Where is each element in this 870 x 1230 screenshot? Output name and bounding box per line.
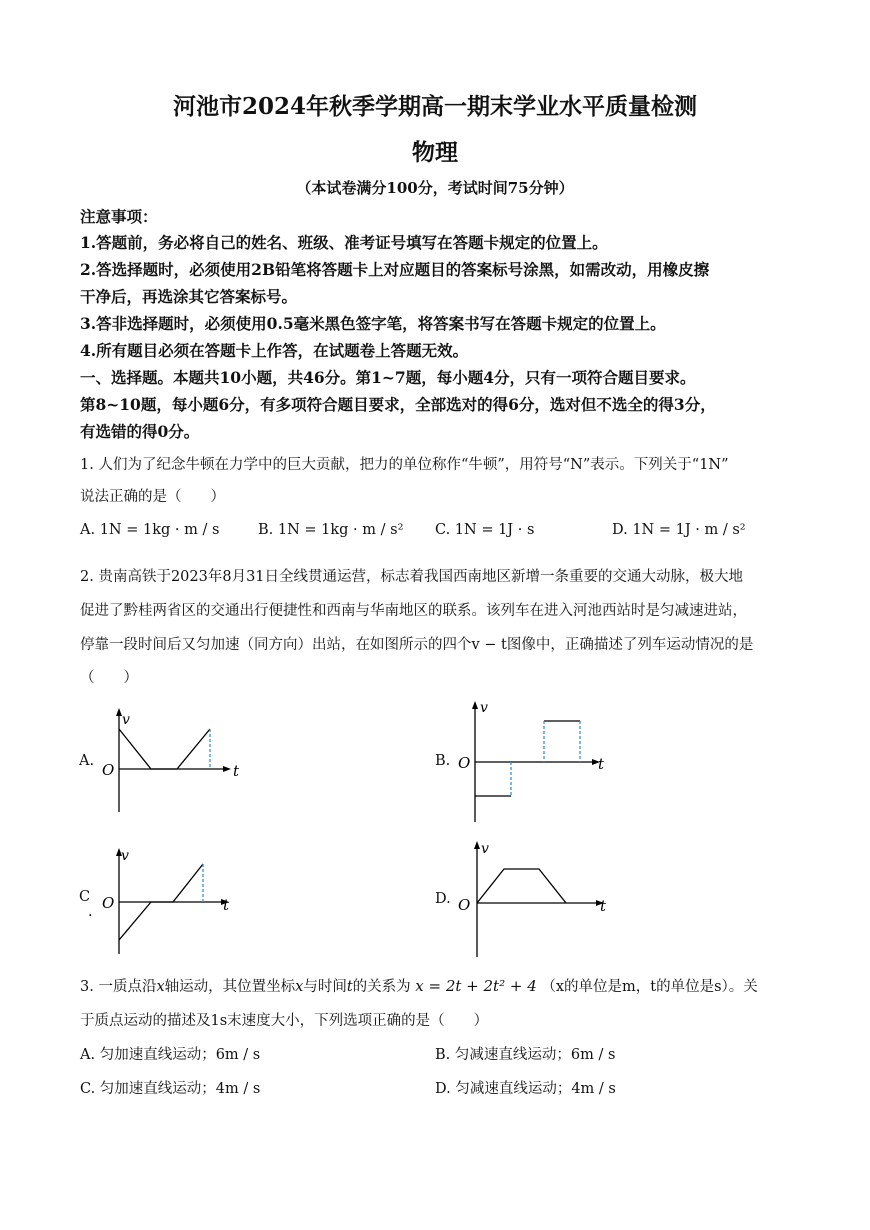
graph-b-v-label: v [480, 700, 488, 716]
notice-item-3: 3.答非选择题时，必须使用0.5毫米黑色签字笔，将答案书写在答题卡规定的位置上。 [80, 314, 666, 333]
q1-line-1: 1. 人们为了纪念牛顿在力学中的巨大贡献，把力的单位称作“牛顿”，用符号“N”表示。下列关于“1N” [80, 457, 729, 473]
q3-option-b-value: 6m / s [570, 1047, 616, 1063]
graph-d-label: D. [435, 891, 451, 907]
q3-var-x: x [156, 979, 165, 995]
q1-option-d-expr: 1N = 1J · m / s² [632, 522, 746, 538]
q1-option-c [435, 522, 534, 538]
graph-c-origin: O [102, 894, 115, 912]
graph-a [95, 700, 255, 815]
q3-option-c-label: C. 匀加速直线运动； [80, 1081, 216, 1097]
notice-heading: 注意事项： [80, 207, 158, 226]
q3-option-c-value: 4m / s [215, 1081, 261, 1097]
q3-var-x2: x [295, 979, 304, 995]
q1-option-b [258, 522, 403, 538]
q3-text-4: 的关系为 [352, 979, 411, 995]
q2-line-3: 停靠一段时间后又匀加速（同方向）出站，在如图所示的四个v − t图像中，正确描述了列车运动情况的是 [80, 637, 754, 653]
graph-d-t-label: t [600, 897, 607, 915]
q1-option-c-label: C. [435, 522, 451, 538]
q3-text-5: （x的单位是m，t的单位是s）。关 [541, 979, 758, 995]
q2-line-4: （ ） [80, 670, 138, 686]
q2-line-1: 2. 贵南高铁于2023年8月31日全线贯通运营，标志着我国西南地区新增一条重要的交通大动脉，极大地 [80, 569, 744, 585]
graph-a-v-label: v [122, 712, 130, 728]
graph-d-curve [477, 869, 566, 903]
notice-item-1: 1.答题前，务必将自己的姓名、班级、准考证号填写在答题卡规定的位置上。 [80, 233, 608, 252]
q3-text-1: 3. 一质点沿 [80, 979, 157, 995]
q3-equation: x = 2t + 2t² + 4 [415, 977, 537, 995]
graph-d [450, 835, 620, 960]
subject-title: 物理 [412, 139, 458, 166]
q1-option-b-label: B. [258, 522, 274, 538]
graph-c-label: C [79, 889, 91, 905]
q3-line-1 [80, 975, 758, 996]
graph-c-t-label: t [223, 896, 230, 914]
graph-d-origin: O [458, 896, 471, 914]
graph-a-t-label: t [233, 762, 240, 780]
graph-c-dot: . [88, 904, 93, 920]
q1-line-2: 说法正确的是（ ） [80, 489, 225, 505]
graph-c-v-label: v [121, 848, 129, 864]
section1-line-2: 第8~10题，每小题6分，有多项符合题目要求，全部选对的得6分，选对但不选全的得3分， [80, 395, 716, 414]
q3-option-a-value: 6m / s [215, 1047, 261, 1063]
q1-option-a-label: A. [80, 522, 96, 538]
graph-d-v-arrow [474, 841, 480, 849]
q1-option-a [80, 522, 219, 538]
exam-info: （本试卷满分100分，考试时间75分钟） [296, 179, 574, 197]
graph-a-origin: O [102, 761, 115, 779]
notice-item-4: 4.所有题目必须在答题卡上作答，在试题卷上答题无效。 [80, 341, 469, 360]
q3-option-a-label: A. 匀加速直线运动； [80, 1047, 216, 1063]
q2-line-2: 促进了黔桂两省区的交通出行便捷性和西南与华南地区的联系。该列车在进入河池西站时是匀减速进站， [80, 603, 747, 619]
section1-line-3: 有选错的得0分。 [80, 422, 200, 441]
q3-option-b-label: B. 匀减速直线运动； [435, 1047, 571, 1063]
graph-b-label: B. [435, 753, 451, 769]
graph-b-origin: O [458, 754, 471, 772]
q3-option-b [435, 1043, 615, 1064]
graph-a-t-arrow [223, 766, 231, 772]
graph-a-curve [119, 729, 210, 769]
q3-option-c [80, 1077, 260, 1098]
graph-b-t-label: t [598, 755, 605, 773]
q3-option-d [435, 1077, 616, 1098]
q3-option-a [80, 1043, 260, 1064]
notice-item-2: 2.答选择题时，必须使用2B铅笔将答题卡上对应题目的答案标号涂黑，如需改动，用橡皮擦 [80, 260, 710, 279]
graph-b [450, 695, 620, 825]
graph-d-v-label: v [481, 841, 489, 857]
graph-a-label: A. [79, 753, 95, 769]
section1-line-1: 一、选择题。本题共10小题，共46分。第1~7题，每小题4分，只有一项符合题目要求。 [80, 368, 696, 387]
graph-b-v-arrow [472, 701, 478, 709]
q1-option-c-expr: 1N = 1J · s [454, 522, 535, 538]
q3-var-t: t [346, 979, 353, 995]
page-title: 河池市2024年秋季学期高一期末学业水平质量检测 [172, 93, 697, 120]
q1-option-d-label: D. [612, 522, 628, 538]
q1-option-d [612, 522, 746, 538]
q3-line-2: 于质点运动的描述及1s末速度大小，下列选项正确的是（ ） [80, 1013, 489, 1029]
graph-c [95, 842, 245, 957]
notice-item-2-cont: 干净后，再选涂其它答案标号。 [80, 287, 298, 306]
q3-option-d-label: D. 匀减速直线运动； [435, 1081, 572, 1097]
q1-option-a-expr: 1N = 1kg · m / s [99, 522, 220, 538]
q3-text-3: 与时间 [303, 979, 347, 995]
q3-text-2: 轴运动，其位置坐标 [164, 979, 296, 995]
q3-option-d-value: 4m / s [571, 1081, 616, 1097]
q1-option-b-expr: 1N = 1kg · m / s² [277, 522, 404, 538]
